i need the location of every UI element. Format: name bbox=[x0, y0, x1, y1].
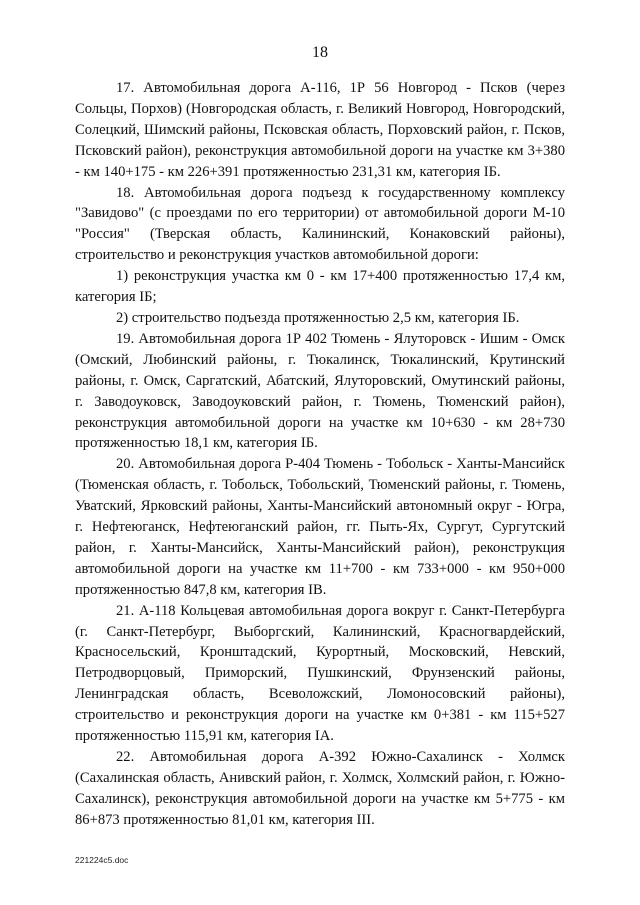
paragraph-item-19: 19. Автомобильная дорога 1Р 402 Тюмень - Ялуторовск - Ишим - Омск (Омский, Любинский районы, г. Тюкалинск, Тюкалинский, Крутинский районы, г. Омск, Саргатский, Абатский, Ялуторовский, Омутинский районы, г. Заводоуковск, Заводоуковский район, г. Тюмень, Тюменский район), реконструкция автомобильной дороги на участке км 10+630 - км 28+730 протяженностью 18,1 км, категория IБ. bbox=[75, 330, 565, 452]
paragraph-item-17: 17. Автомобильная дорога А-116, 1Р 56 Новгород - Псков (через Сольцы, Порхов) (Новгородская область, г. Великий Новгород, Новгородский, Солецкий, Шимский районы, Псковская область, Порховский район, г. Псков, Псковский район), реконструкция автомобильной дороги на участке км 3+380 - км 140+175 - км 226+391 протяженностью 231,31 км, категория IБ. bbox=[75, 80, 565, 180]
paragraph-item-18: 18. Автомобильная дорога подъезд к государственному комплексу "Завидово" (с проездами по его территории) от автомобильной дороги М-10 "Россия" (Тверская область, Калининский, Конаковский районы), строительство и реконструкция участков автомобильной дороги: bbox=[75, 184, 565, 264]
paragraph-subitem-18-2: 2) строительство подъезда протяженностью 2,5 км, категория IБ. bbox=[116, 309, 520, 326]
footer-filename: 221224c5.doc bbox=[75, 855, 129, 865]
paragraph-item-20: 20. Автомобильная дорога Р-404 Тюмень - Тобольск - Ханты-Мансийск (Тюменская область, г. Тобольск, Тобольский, Тюменский районы, г. Тюмень, Уватский, Ярковский районы, Ханты-Мансийский автономный округ - Югра, г. Нефтеюганск, Нефтеюганский район, гг. Пыть-Ях, Сургут, Сургутский район, г. Ханты-Мансийск, Ханты-Мансийский район), реконструкция автомобильной дороги на участке км 11+700 - км 733+000 - км 950+000 протяженностью 847,8 км, категория IВ. bbox=[75, 456, 565, 598]
paragraph-item-22: 22. Автомобильная дорога А-392 Южно-Сахалинск - Холмск (Сахалинская область, Анивский район, г. Холмск, Холмский район, г. Южно-Сахалинск), реконструкция автомобильной дороги на участке км 5+775 - км 86+873 протяженностью 81,01 км, категория III. bbox=[75, 749, 565, 828]
paragraph-item-21: 21. А-118 Кольцевая автомобильная дорога вокруг г. Санкт-Петербурга (г. Санкт-Петербург, Выборгский, Калининский, Красногвардейский, Красносельский, Кронштадский, Курортный, Московский, Невский, Петродворцовый, Приморский, Пушкинский, Фрунзенский районы, Ленинградская область, Всеволожский, Ломоносовский районы), строительство и реконструкция дороги на участке км 0+381 - км 115+527 протяженностью 115,91 км, категория IА. bbox=[75, 602, 565, 745]
paragraph-subitem-18-1: 1) реконструкция участка км 0 - км 17+400 протяженностью 17,4 км, категория IБ; bbox=[75, 268, 565, 306]
document-body bbox=[75, 78, 565, 831]
page-number: 18 bbox=[312, 44, 328, 61]
